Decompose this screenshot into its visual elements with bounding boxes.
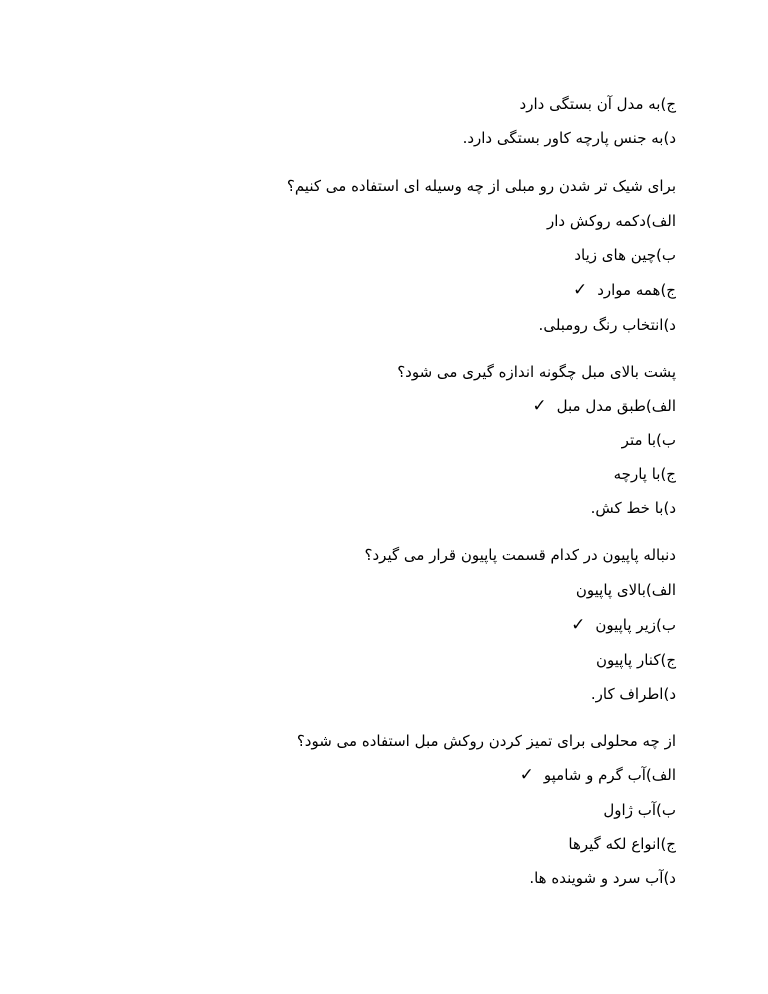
intro-option-c: ج)به مدل آن بستگی دارد <box>519 95 676 113</box>
check-mark-icon: ✓ <box>572 280 588 300</box>
question-3-option-b <box>571 615 676 635</box>
intro-option-d: د)به جنس پارچه کاور بستگی دارد. <box>462 129 676 147</box>
question-1-text: برای شیک تر شدن رو مبلی از چه وسیله ای استفاده می کنیم؟ <box>286 177 676 195</box>
question-2-option-a <box>532 396 676 416</box>
question-3-option-d: د)اطراف کار. <box>590 685 676 703</box>
question-4-option-a <box>520 765 676 785</box>
question-4-option-b: ب)آب ژاول <box>603 801 676 819</box>
question-2-text: پشت بالای مبل چگونه اندازه گیری می شود؟ <box>397 363 676 381</box>
question-3-option-a: الف)بالای پاپیون <box>575 581 676 599</box>
question-1-option-a: الف)دکمه روکش دار <box>546 212 676 230</box>
question-2-option-a-label: الف)طبق مدل مبل <box>556 397 676 415</box>
check-mark-icon: ✓ <box>571 615 586 635</box>
check-mark-icon: ✓ <box>519 765 534 785</box>
question-2-option-c: ج)با پارچه <box>613 465 676 483</box>
check-mark-icon: ✓ <box>532 396 547 416</box>
question-1-option-c-label: ج)همه موارد <box>597 281 676 299</box>
question-1-option-d: د)انتخاب رنگ رومبلی. <box>538 316 676 334</box>
question-4-option-c: ج)انواع لکه گیرها <box>568 835 676 853</box>
question-4-text: از چه محلولی برای تمیز کردن روکش مبل استفاده می شود؟ <box>296 732 676 750</box>
question-1-option-b: ب)چین های زیاد <box>574 246 676 264</box>
question-2-option-d: د)با خط کش. <box>590 499 676 517</box>
question-4-option-a-label: الف)آب گرم و شامپو <box>543 766 676 784</box>
question-3-text: دنباله پاپیون در کدام قسمت پاپیون قرار می گیرد؟ <box>364 546 676 564</box>
question-1-option-c <box>573 280 676 300</box>
question-2-option-b: ب)با متر <box>621 431 676 449</box>
question-3-option-b-label: ب)زیر پاپیون <box>595 616 676 634</box>
question-4-option-d: د)آب سرد و شوینده ها. <box>529 869 676 887</box>
question-3-option-c: ج)کنار پاپیون <box>596 651 676 669</box>
